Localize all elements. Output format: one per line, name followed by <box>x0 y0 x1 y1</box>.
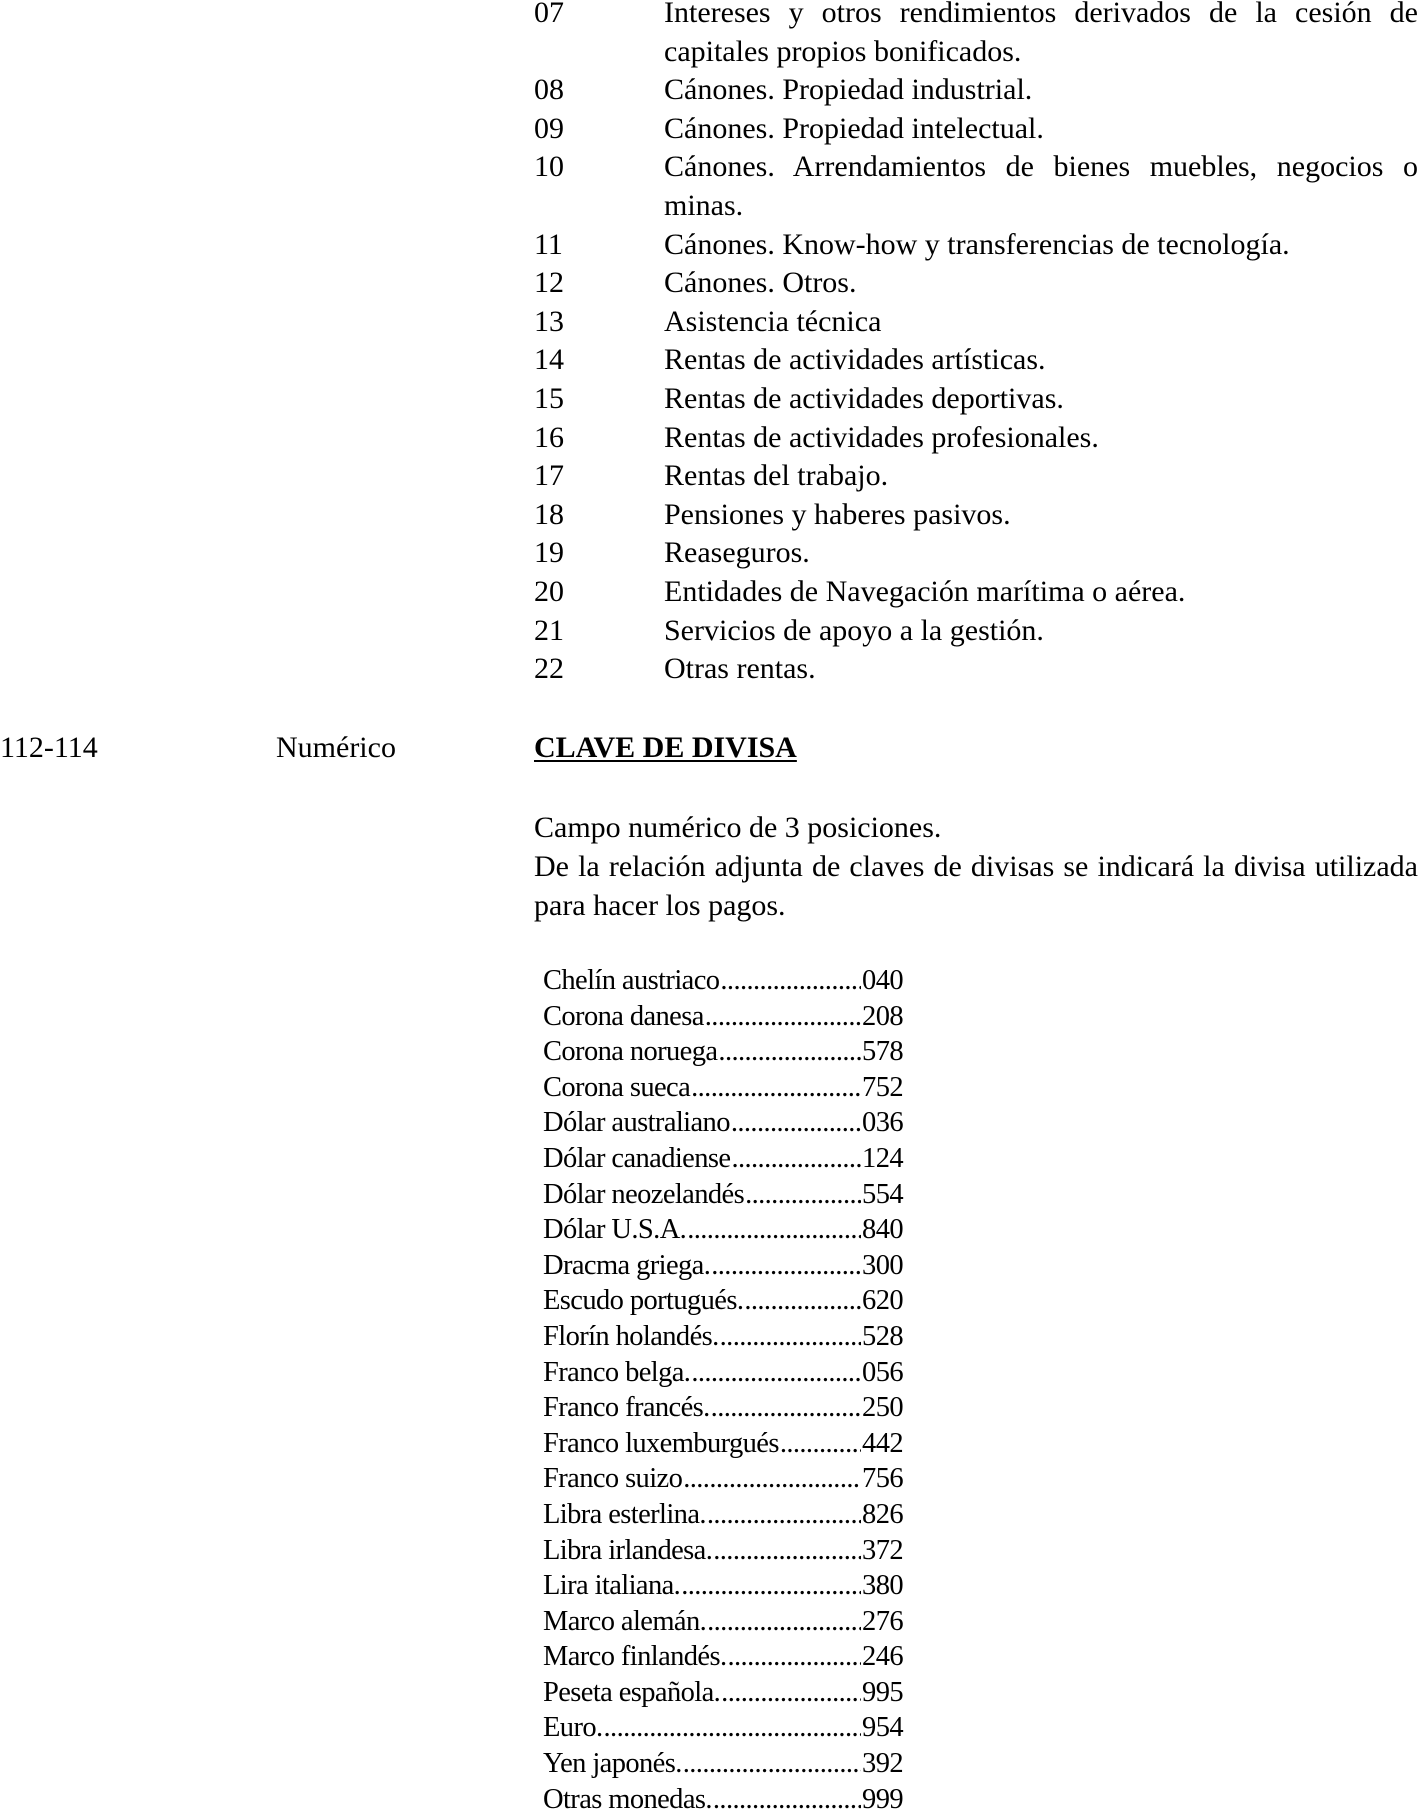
code-list-item <box>534 496 1418 535</box>
code-number: 08 <box>534 73 564 107</box>
dot-leader <box>683 1461 861 1497</box>
currency-code: 276 <box>862 1605 903 1637</box>
dot-leader <box>721 1675 861 1711</box>
currency-name: Franco belga. <box>543 1356 691 1388</box>
code-list-item <box>534 573 1418 612</box>
currency-row <box>543 1639 903 1675</box>
field-position: 112-114 <box>0 731 98 764</box>
currency-code: 999 <box>862 1783 903 1815</box>
code-description: Intereses y otros rendimientos derivados de la cesión de capitales propios bonificados. <box>664 0 1418 68</box>
currency-code: 300 <box>862 1249 903 1281</box>
currency-row <box>543 1212 903 1248</box>
dot-leader <box>711 1390 861 1426</box>
currency-row <box>543 1283 903 1319</box>
code-description: Rentas de actividades artísticas. <box>664 343 1046 377</box>
code-description: Reaseguros. <box>664 536 810 570</box>
currency-code: 620 <box>862 1285 903 1317</box>
code-number: 09 <box>534 111 564 145</box>
currency-row <box>543 999 903 1035</box>
currency-name: Otras monedas. <box>543 1783 712 1815</box>
currency-name: Peseta española. <box>543 1676 721 1708</box>
currency-row <box>543 1070 903 1106</box>
currency-code-list <box>543 963 903 1817</box>
code-description: Rentas de actividades profesionales. <box>664 420 1099 454</box>
dot-leader <box>780 1426 861 1462</box>
currency-row <box>543 1177 903 1213</box>
code-description: Rentas del trabajo. <box>664 459 889 493</box>
dot-leader <box>720 1319 861 1355</box>
code-list-item <box>534 0 1418 71</box>
code-description: Cánones. Propiedad industrial. <box>664 73 1033 107</box>
code-list-item <box>534 457 1418 496</box>
dot-leader <box>691 1355 861 1391</box>
currency-row <box>543 1461 903 1497</box>
currency-code: 442 <box>862 1427 903 1459</box>
code-list-item <box>534 226 1418 265</box>
dot-leader <box>745 1177 861 1213</box>
code-description: Pensiones y haberes pasivos. <box>664 497 1011 531</box>
code-number: 22 <box>534 652 564 686</box>
currency-name: Marco alemán. <box>543 1605 707 1637</box>
currency-code: 124 <box>862 1142 903 1174</box>
code-number: 13 <box>534 304 564 338</box>
code-list-item <box>534 650 1418 689</box>
currency-row <box>543 1105 903 1141</box>
currency-code: 756 <box>862 1463 903 1495</box>
currency-row <box>543 1248 903 1284</box>
dot-leader <box>731 1141 861 1177</box>
currency-row <box>543 1319 903 1355</box>
currency-row <box>543 1782 903 1817</box>
income-code-list <box>534 0 1418 689</box>
currency-code: 056 <box>862 1356 903 1388</box>
currency-name: Franco francés. <box>543 1392 710 1424</box>
code-list-item <box>534 110 1418 149</box>
currency-name: Florín holandés. <box>543 1320 719 1352</box>
currency-name: Franco luxemburgués <box>543 1427 779 1459</box>
code-list-item <box>534 303 1418 342</box>
code-list-item <box>534 419 1418 458</box>
description-line: Campo numérico de 3 posiciones. <box>534 811 942 844</box>
currency-name: Corona noruega <box>543 1036 718 1068</box>
currency-row <box>543 1355 903 1391</box>
currency-row <box>543 1533 903 1569</box>
code-list-item <box>534 341 1418 380</box>
code-number: 07 <box>534 0 564 29</box>
dot-leader <box>681 1568 861 1604</box>
currency-name: Libra esterlina. <box>543 1498 706 1530</box>
dot-leader <box>713 1782 861 1817</box>
currency-code: 554 <box>862 1178 903 1210</box>
code-description: Servicios de apoyo a la gestión. <box>664 613 1044 647</box>
code-number: 20 <box>534 574 564 608</box>
currency-code: 826 <box>862 1498 903 1530</box>
code-description: Cánones. Know-how y transferencias de tecnología. <box>664 227 1290 261</box>
currency-code: 246 <box>862 1641 903 1673</box>
code-list-item <box>534 71 1418 110</box>
currency-name: Escudo portugués. <box>543 1285 744 1317</box>
code-number: 11 <box>534 227 563 261</box>
dot-leader <box>604 1710 862 1746</box>
currency-row <box>543 1604 903 1640</box>
code-list-item <box>534 264 1418 303</box>
dot-leader <box>718 1034 861 1070</box>
code-description: Asistencia técnica <box>664 304 882 338</box>
currency-name: Libra irlandesa. <box>543 1534 713 1566</box>
dot-leader <box>744 1283 861 1319</box>
currency-code: 392 <box>862 1748 903 1780</box>
code-description: Entidades de Navegación marítima o aérea. <box>664 574 1186 608</box>
currency-name: Euro. <box>543 1712 603 1744</box>
code-number: 17 <box>534 459 564 493</box>
dot-leader <box>731 1105 861 1141</box>
code-number: 14 <box>534 343 564 377</box>
code-description: Cánones. Otros. <box>664 266 857 300</box>
currency-name: Dracma griega. <box>543 1249 711 1281</box>
currency-code: 528 <box>862 1320 903 1352</box>
currency-row <box>543 1568 903 1604</box>
dot-leader <box>683 1746 861 1782</box>
currency-code: 578 <box>862 1036 903 1068</box>
currency-code: 995 <box>862 1676 903 1708</box>
code-description: Cánones. Arrendamientos de bienes muebles, negocios o minas. <box>664 150 1418 222</box>
code-number: 15 <box>534 381 564 415</box>
dot-leader <box>711 1248 861 1284</box>
dot-leader <box>707 1604 861 1640</box>
currency-name: Marco finlandés. <box>543 1641 727 1673</box>
currency-code: 372 <box>862 1534 903 1566</box>
dot-leader <box>720 963 861 999</box>
currency-name: Dólar neozelandés <box>543 1178 745 1210</box>
currency-row <box>543 963 903 999</box>
currency-name: Yen japonés. <box>543 1748 682 1780</box>
currency-code: 840 <box>862 1214 903 1246</box>
currency-row <box>543 1426 903 1462</box>
currency-code: 954 <box>862 1712 903 1744</box>
code-list-item <box>534 380 1418 419</box>
currency-code: 036 <box>862 1107 903 1139</box>
currency-code: 380 <box>862 1570 903 1602</box>
code-description: Rentas de actividades deportivas. <box>664 381 1064 415</box>
field-description <box>534 808 1418 925</box>
field-title: CLAVE DE DIVISA <box>534 731 797 764</box>
dot-leader <box>713 1533 861 1569</box>
currency-code: 040 <box>862 965 903 996</box>
field-type: Numérico <box>276 731 396 764</box>
dot-leader <box>687 1212 861 1248</box>
currency-row <box>543 1390 903 1426</box>
dot-leader <box>705 999 861 1035</box>
currency-row <box>543 1710 903 1746</box>
code-number: 18 <box>534 497 564 531</box>
currency-code: 208 <box>862 1000 903 1032</box>
code-number: 16 <box>534 420 564 454</box>
currency-name: Corona sueca <box>543 1071 691 1103</box>
dot-leader <box>728 1639 862 1675</box>
currency-row <box>543 1141 903 1177</box>
code-number: 12 <box>534 266 564 300</box>
currency-row <box>543 1497 903 1533</box>
currency-name: Dólar U.S.A. <box>543 1214 687 1246</box>
currency-code: 752 <box>862 1071 903 1103</box>
currency-row <box>543 1034 903 1070</box>
dot-leader <box>691 1070 861 1106</box>
code-number: 10 <box>534 150 564 184</box>
currency-name: Dólar australiano <box>543 1107 730 1139</box>
currency-name: Chelín austriaco <box>543 965 720 996</box>
code-number: 19 <box>534 536 564 570</box>
code-description: Otras rentas. <box>664 652 816 686</box>
currency-name: Dólar canadiense <box>543 1142 731 1174</box>
code-number: 21 <box>534 613 564 647</box>
dot-leader <box>707 1497 861 1533</box>
currency-row <box>543 1675 903 1711</box>
code-list-item <box>534 612 1418 651</box>
currency-code: 250 <box>862 1392 903 1424</box>
description-line: De la relación adjunta de claves de divisas se indicará la divisa utilizada para hacer los pagos. <box>534 850 1418 922</box>
currency-name: Franco suizo <box>543 1463 683 1495</box>
code-list-item <box>534 148 1418 225</box>
currency-name: Lira italiana. <box>543 1570 681 1602</box>
currency-row <box>543 1746 903 1782</box>
currency-name: Corona danesa <box>543 1000 704 1032</box>
code-description: Cánones. Propiedad intelectual. <box>664 111 1044 145</box>
code-list-item <box>534 534 1418 573</box>
